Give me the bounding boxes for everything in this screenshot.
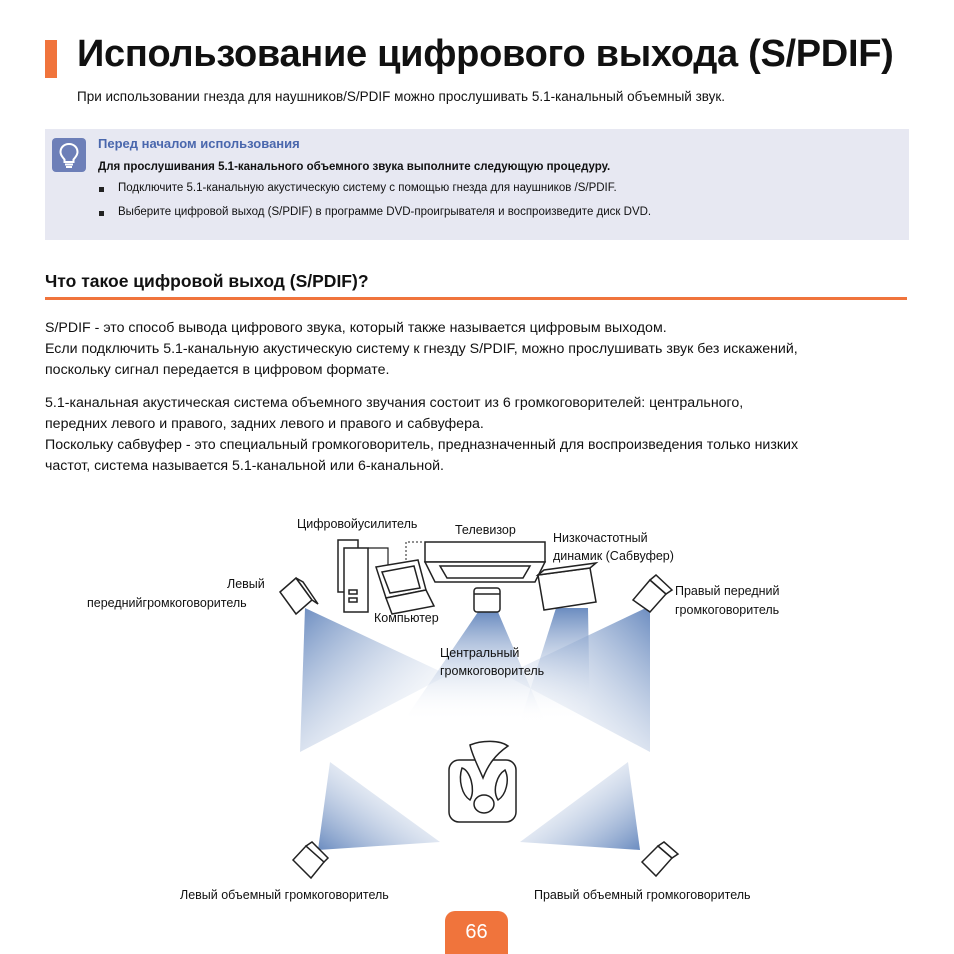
paragraph-line: передних левого и правого, задних левого и правого и сабвуфера. [45, 416, 484, 432]
paragraph-line: 5.1-канальная акустическая система объемного звучания состоит из 6 громкоговорителей: центрального, [45, 395, 744, 411]
right-front-speaker-icon [633, 575, 672, 612]
label-center: громкоговоритель [440, 664, 545, 678]
left-front-speaker-icon [280, 578, 318, 614]
label-left-rear: Левый объемный громкоговоритель [180, 888, 389, 902]
lightbulb-icon [52, 138, 86, 172]
right-rear-beam [520, 762, 640, 850]
note-instruction: Для прослушивания 5.1-канального объемного звука выполните следующую процедуру. [98, 161, 611, 173]
page-subtitle: При использовании гнезда для наушников/S/PDIF можно прослушивать 5.1-канальный объемный звук. [77, 89, 726, 104]
paragraph-line: Если подключить 5.1-канальную акустическую систему к гнезду S/PDIF, можно прослушивать звук без искажений, [45, 341, 798, 357]
label-computer: Компьютер [374, 611, 439, 625]
left-rear-beam [318, 762, 440, 850]
laptop-icon [376, 560, 434, 614]
note-heading: Перед началом использования [98, 136, 300, 151]
label-center: Центральный [440, 646, 520, 660]
label-subwoofer: Низкочастотный [553, 531, 648, 545]
label-left-front: переднийгромкоговоритель [87, 596, 247, 610]
title-accent-bar [45, 40, 57, 78]
page-title: Использование цифрового выхода (S/PDIF) [77, 33, 894, 75]
label-amplifier: Цифровойусилитель [297, 517, 418, 531]
label-tv: Телевизор [455, 523, 516, 537]
page-number: 66 [445, 911, 508, 954]
paragraph-line: поскольку сигнал передается в цифровом формате. [45, 362, 390, 378]
right-rear-speaker-icon [642, 842, 678, 876]
paragraph-line: S/PDIF - это способ вывода цифрового звука, который также называется цифровым выходом. [45, 320, 667, 336]
left-front-beam [300, 608, 448, 752]
amplifier-icon [338, 540, 368, 612]
before-use-note [45, 129, 909, 240]
label-subwoofer: динамик (Сабвуфер) [553, 549, 674, 563]
note-item: Выберите цифровой выход (S/PDIF) в программе DVD-проигрывателя и воспроизведите диск DVD. [118, 206, 652, 218]
television-icon [425, 542, 545, 582]
subwoofer-icon [538, 563, 596, 610]
note-item: Подключите 5.1-канальную акустическую систему с помощью гнезда для наушников /S/PDIF. [118, 182, 617, 194]
paragraph-line: Поскольку сабвуфер - это специальный громкоговоритель, предназначенный для воспроизведения только низких [45, 437, 799, 453]
surround-sound-diagram [0, 500, 954, 910]
label-right-front: Правый передний [675, 584, 780, 598]
listener-icon [449, 741, 516, 822]
section-divider [45, 297, 907, 300]
label-right-front: громкоговоритель [675, 603, 780, 617]
center-speaker-icon [474, 588, 500, 612]
section-title: Что такое цифровой выход (S/PDIF)? [45, 271, 369, 291]
paragraph-line: частот, система называется 5.1-канальной или 6-канальной. [45, 458, 444, 474]
label-right-rear: Правый объемный громкоговоритель [534, 888, 751, 902]
label-left-front: Левый [227, 577, 265, 591]
